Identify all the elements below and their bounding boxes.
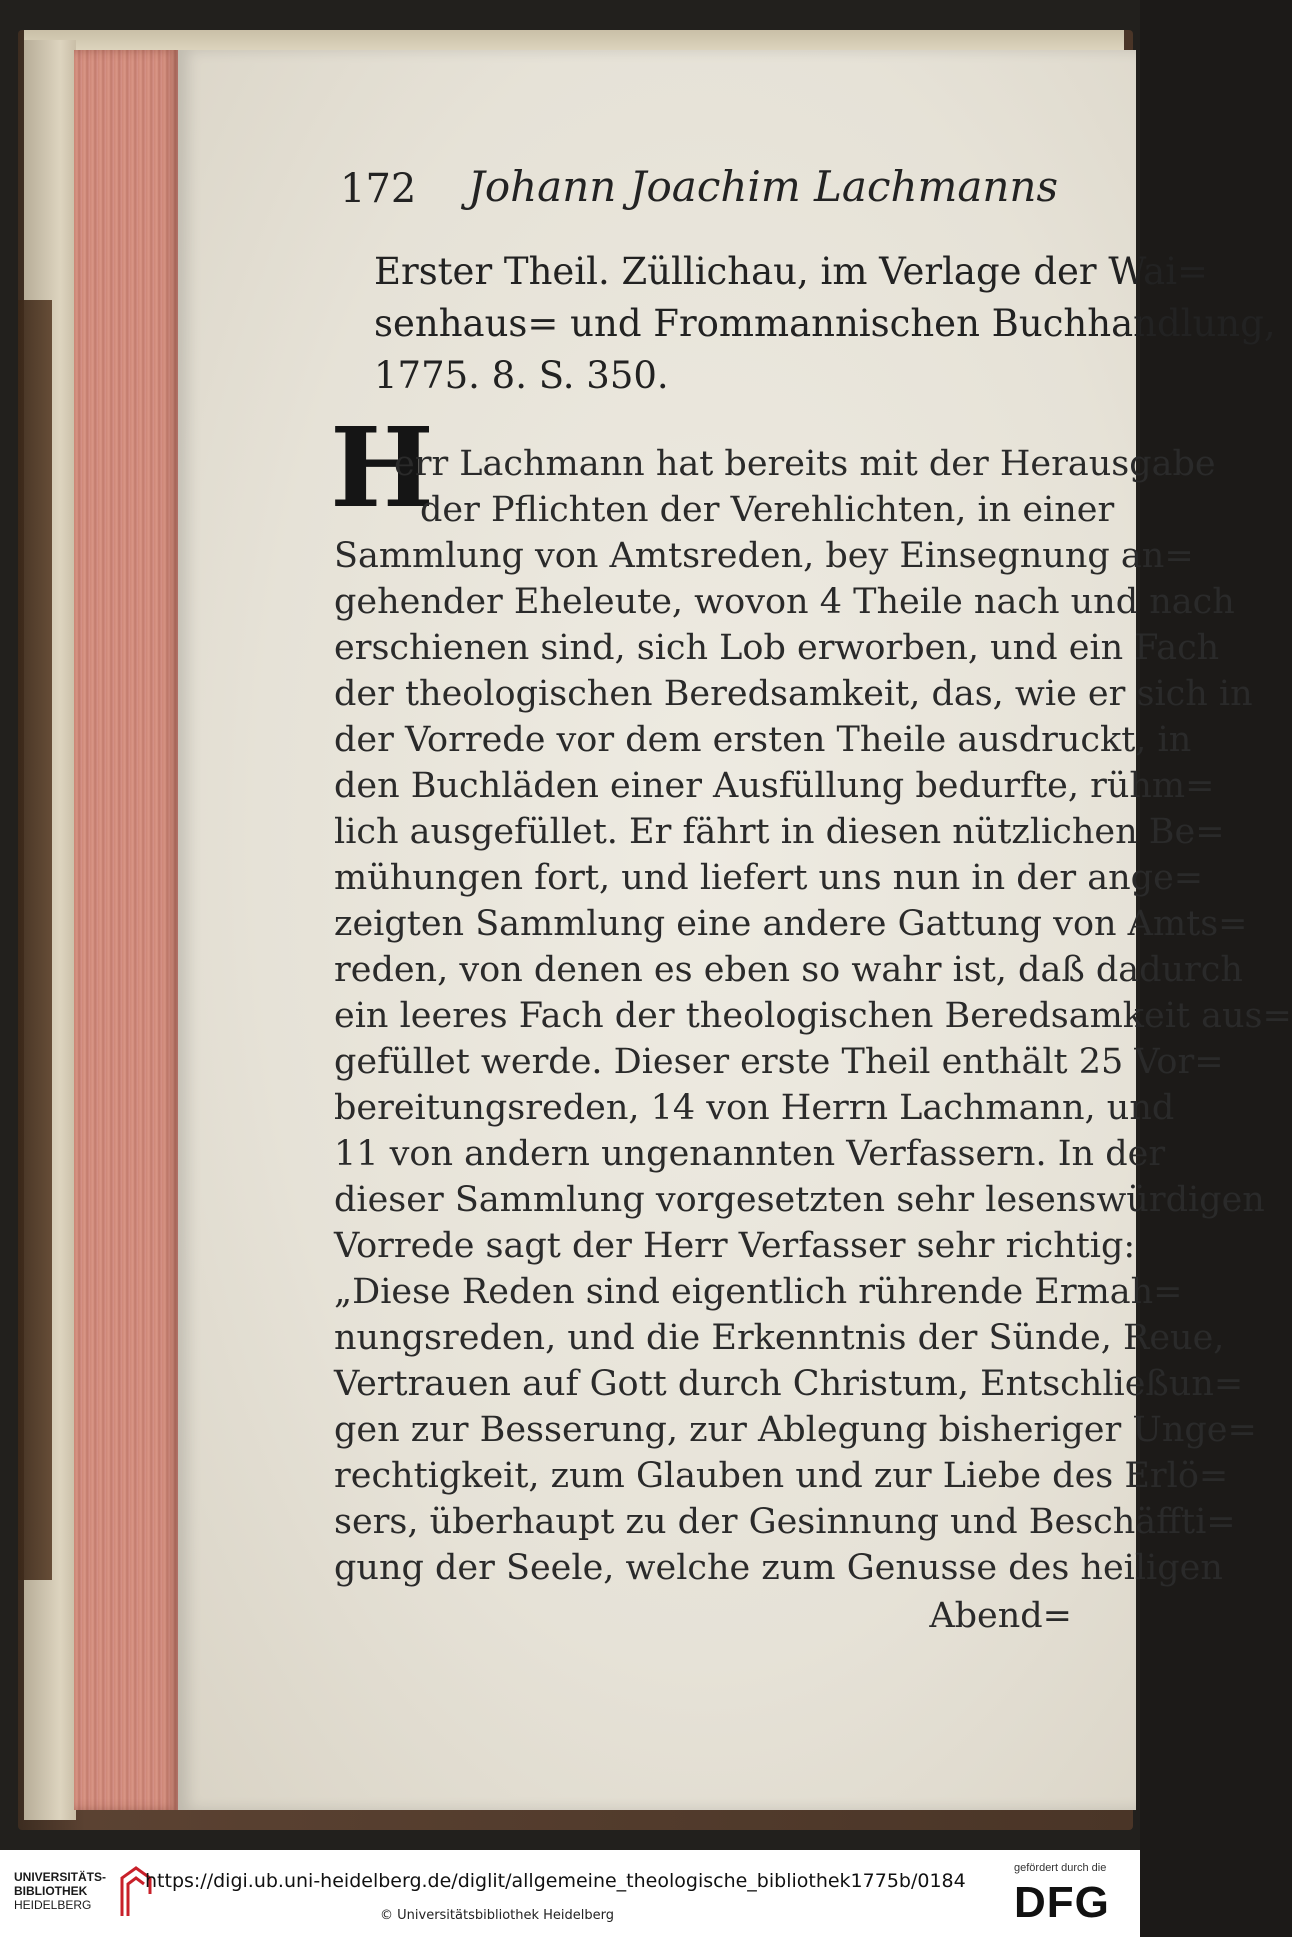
body-line: bereitungsreden, 14 von Herrn Lachmann, und [334, 1088, 1175, 1128]
cover-leather-strip [18, 300, 52, 1580]
running-header [340, 158, 1100, 218]
body-line: „Diese Reden sind eigentlich rührende Ermah= [334, 1272, 1183, 1312]
body-line: gen zur Besserung, zur Ablegung bisheriger Unge= [334, 1410, 1257, 1450]
body-line: der Vorrede vor dem ersten Theile ausdruckt, in [334, 720, 1192, 760]
body-line: gehender Eheleute, wovon 4 Theile nach und nach [334, 582, 1235, 622]
body-line: Vorrede sagt der Herr Verfasser sehr richtig: [334, 1226, 1136, 1266]
library-logo-line: UNIVERSITÄTS- [14, 1870, 107, 1884]
drop-cap: H [330, 403, 434, 532]
body-line: mühungen fort, und liefert uns nun in der ange= [334, 858, 1204, 898]
body-line: reden, von denen es eben so wahr ist, daß dadurch [334, 950, 1243, 990]
body-line: zeigten Sammlung eine andere Gattung von Amts= [334, 904, 1248, 944]
body-line: der Pflichten der Verehlichten, in einer [420, 490, 1115, 530]
catchword: Abend= [929, 1596, 1072, 1636]
body-line: lich ausgefüllet. Er fährt in diesen nützlichen Be= [334, 812, 1225, 852]
body-line: err Lachmann hat bereits mit der Herausgabe [394, 444, 1216, 484]
body-line: rechtigkeit, zum Glauben und zur Liebe des Erlö= [334, 1456, 1229, 1496]
body-line: Vertrauen auf Gott durch Christum, Entschließun= [334, 1364, 1244, 1404]
body-line: ein leeres Fach der theologischen Beredsamkeit aus= [334, 996, 1292, 1036]
title-line: senhaus= und Frommannischen Buchhandlung, [374, 302, 1276, 345]
body-line: Sammlung von Amtsreden, bey Einsegnung an= [334, 536, 1194, 576]
body-line: gung der Seele, welche zum Genusse des heiligen [334, 1548, 1223, 1588]
funding-note: gefördert durch die [1014, 1862, 1107, 1874]
body-line: den Buchläden einer Ausfüllung bedurfte, rühm= [334, 766, 1215, 806]
footer-bar [0, 1850, 1140, 1937]
dfg-logo: DFG [1014, 1878, 1110, 1927]
body-line: der theologischen Beredsamkeit, das, wie er sich in [334, 674, 1253, 714]
body-line: erschienen sind, sich Lob erworben, und ein Fach [334, 628, 1220, 668]
body-line: nungsreden, und die Erkenntnis der Sünde, Reue, [334, 1318, 1225, 1358]
body-line: dieser Sammlung vorgesetzten sehr lesenswürdigen [334, 1180, 1265, 1220]
page-number: 172 [340, 166, 417, 212]
body-line: gefüllet werde. Dieser erste Theil enthält 25 Vor= [334, 1042, 1224, 1082]
red-page-edge [74, 50, 178, 1810]
title-line: 1775. 8. S. 350. [374, 354, 669, 397]
body-line: 11 von andern ungenannten Verfassern. In der [334, 1134, 1166, 1174]
running-head-title: Johann Joachim Lachmanns [468, 162, 1059, 211]
body-line: sers, überhaupt zu der Gesinnung und Beschäffti= [334, 1502, 1236, 1542]
library-logo-line: HEIDELBERG [14, 1898, 92, 1912]
permalink-url[interactable]: https://digi.ub.uni-heidelberg.de/diglit/allgemeine_theologische_bibliothek1775b/0184 [145, 1870, 966, 1892]
library-logo-line: BIBLIOTHEK [14, 1884, 88, 1898]
copyright-notice: © Universitätsbibliothek Heidelberg [380, 1908, 615, 1923]
title-line: Erster Theil. Züllichau, im Verlage der Wai= [374, 250, 1209, 293]
